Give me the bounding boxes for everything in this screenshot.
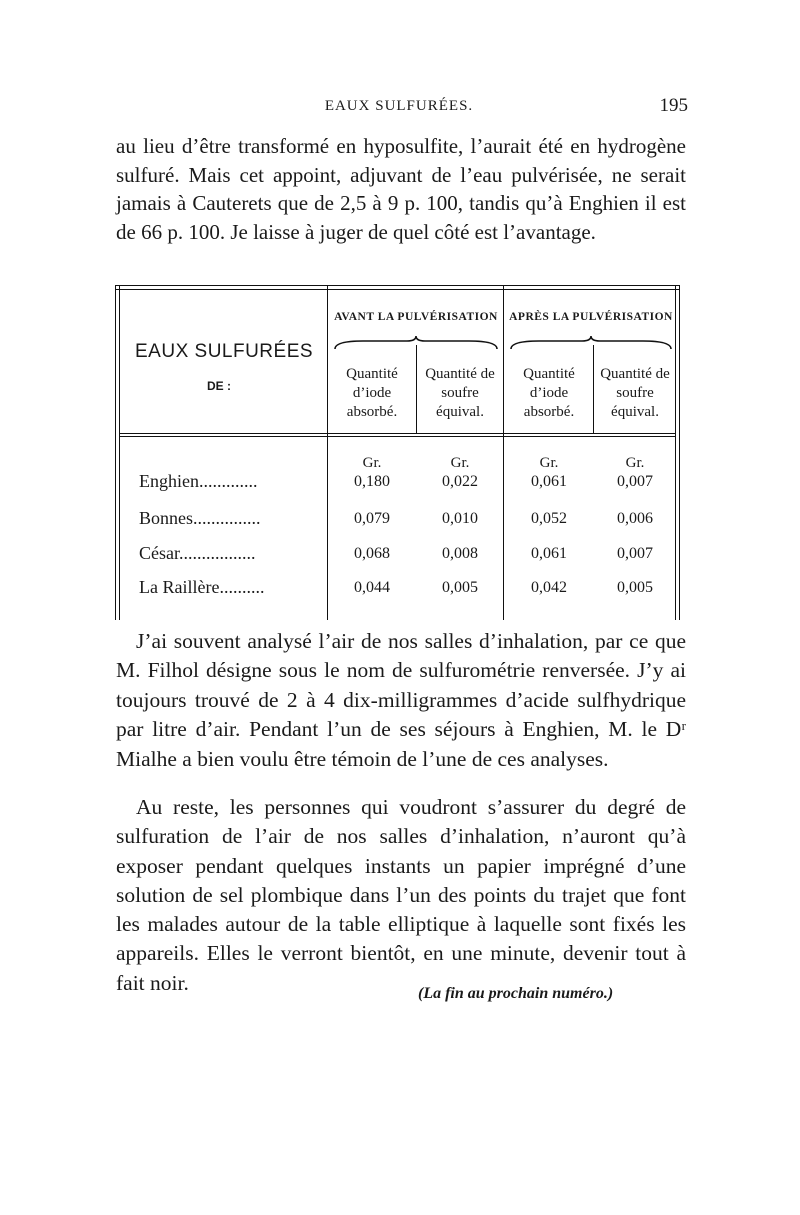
table-cell: 0,006	[617, 510, 653, 527]
page-header	[110, 95, 688, 120]
group-divider	[503, 285, 504, 620]
unit-label: Gr.	[625, 455, 645, 471]
table-cell: 0,061	[531, 545, 567, 562]
column-header: Quantité d’iode absorbé.	[523, 366, 575, 420]
table-cell: 0,008	[442, 545, 478, 562]
row-header-title: EAUX SULFURÉES	[135, 341, 314, 362]
table-top-rule	[115, 285, 680, 286]
table-cell: 0,005	[617, 579, 653, 596]
table-top-rule-inner	[115, 289, 680, 290]
table-cell: 0,007	[617, 473, 653, 490]
header-rule-double	[120, 436, 675, 437]
column-header: Quantité de soufre équival.	[425, 366, 495, 420]
unit-label: Gr.	[362, 455, 382, 471]
paragraph-3: Au reste, les personnes qui voudront s’assurer du degré de sulfuration de l’air de nos salles d’inhalation, n’auront qu’à exposer pendant quelques instants un papier imprégné d’une solution de sel plombique dans l’un des points du trajet que font les malades autour de la table elliptique à laquelle sont fixés les appareils. Elles le verront bientôt, en une minute, devenir tout à fait noir.	[116, 795, 686, 995]
table-frame-right	[675, 285, 680, 620]
running-title: EAUX SULFURÉES.	[324, 98, 474, 114]
page-number: 195	[659, 95, 688, 116]
header-rule	[120, 433, 675, 434]
table-cell: 0,079	[354, 510, 390, 527]
table-row-name: César.................	[139, 543, 256, 563]
brace-after	[509, 335, 673, 351]
row-header-sub: DE :	[207, 379, 231, 393]
table-cell: 0,044	[354, 579, 390, 596]
table-cell: 0,005	[442, 579, 478, 596]
paragraph-1: au lieu d’être transformé en hyposulfite, l’aurait été en hydrogène sulfuré. Mais cet appoint, adjuvant de l’eau pulvérisée, ne serait jamais à Cauterets que de 2,5 à 9 p. 100, tandis qu’à Enghien il est de 66 p. 100. Je laisse à juger de quel côté est l’avantage.	[116, 134, 686, 244]
unit-label: Gr.	[450, 455, 470, 471]
group-header-before: AVANT LA PULVÉRISATION	[334, 311, 498, 323]
column-header: Quantité de soufre équival.	[600, 366, 670, 420]
column-header: Quantité d’iode absorbé.	[346, 366, 398, 420]
table-cell: 0,180	[354, 473, 390, 490]
table-cell: 0,007	[617, 545, 653, 562]
table-cell: 0,052	[531, 510, 567, 527]
table-cell: 0,022	[442, 473, 478, 490]
table-cell: 0,010	[442, 510, 478, 527]
brace-before	[333, 335, 499, 351]
continuation-note: (La fin au prochain numéro.)	[418, 985, 614, 1002]
column-divider	[327, 285, 328, 620]
table-row-name: Enghien.............	[139, 471, 258, 491]
table-row-name: La Raillère..........	[139, 577, 265, 597]
group-header-after: APRÈS LA PULVÉRISATION	[509, 311, 673, 323]
table-row-name: Bonnes...............	[139, 508, 261, 528]
table-cell: 0,068	[354, 545, 390, 562]
sulfur-table	[115, 285, 680, 620]
paragraph-2: J’ai souvent analysé l’air de nos salles d’inhalation, par ce que M. Filhol désigne sous le nom de sulfurométrie renversée. J’y ai toujours trouvé de 2 à 4 dix-milligrammes d’acide sulfhydrique par litre d’air. Pendant l’un de ses séjours à Enghien, M. le Dʳ Mialhe a bien voulu être témoin de l’une de ces analyses.	[116, 629, 686, 771]
table-cell: 0,042	[531, 579, 567, 596]
table-cell: 0,061	[531, 473, 567, 490]
table-frame-left	[115, 285, 120, 620]
unit-label: Gr.	[539, 455, 559, 471]
